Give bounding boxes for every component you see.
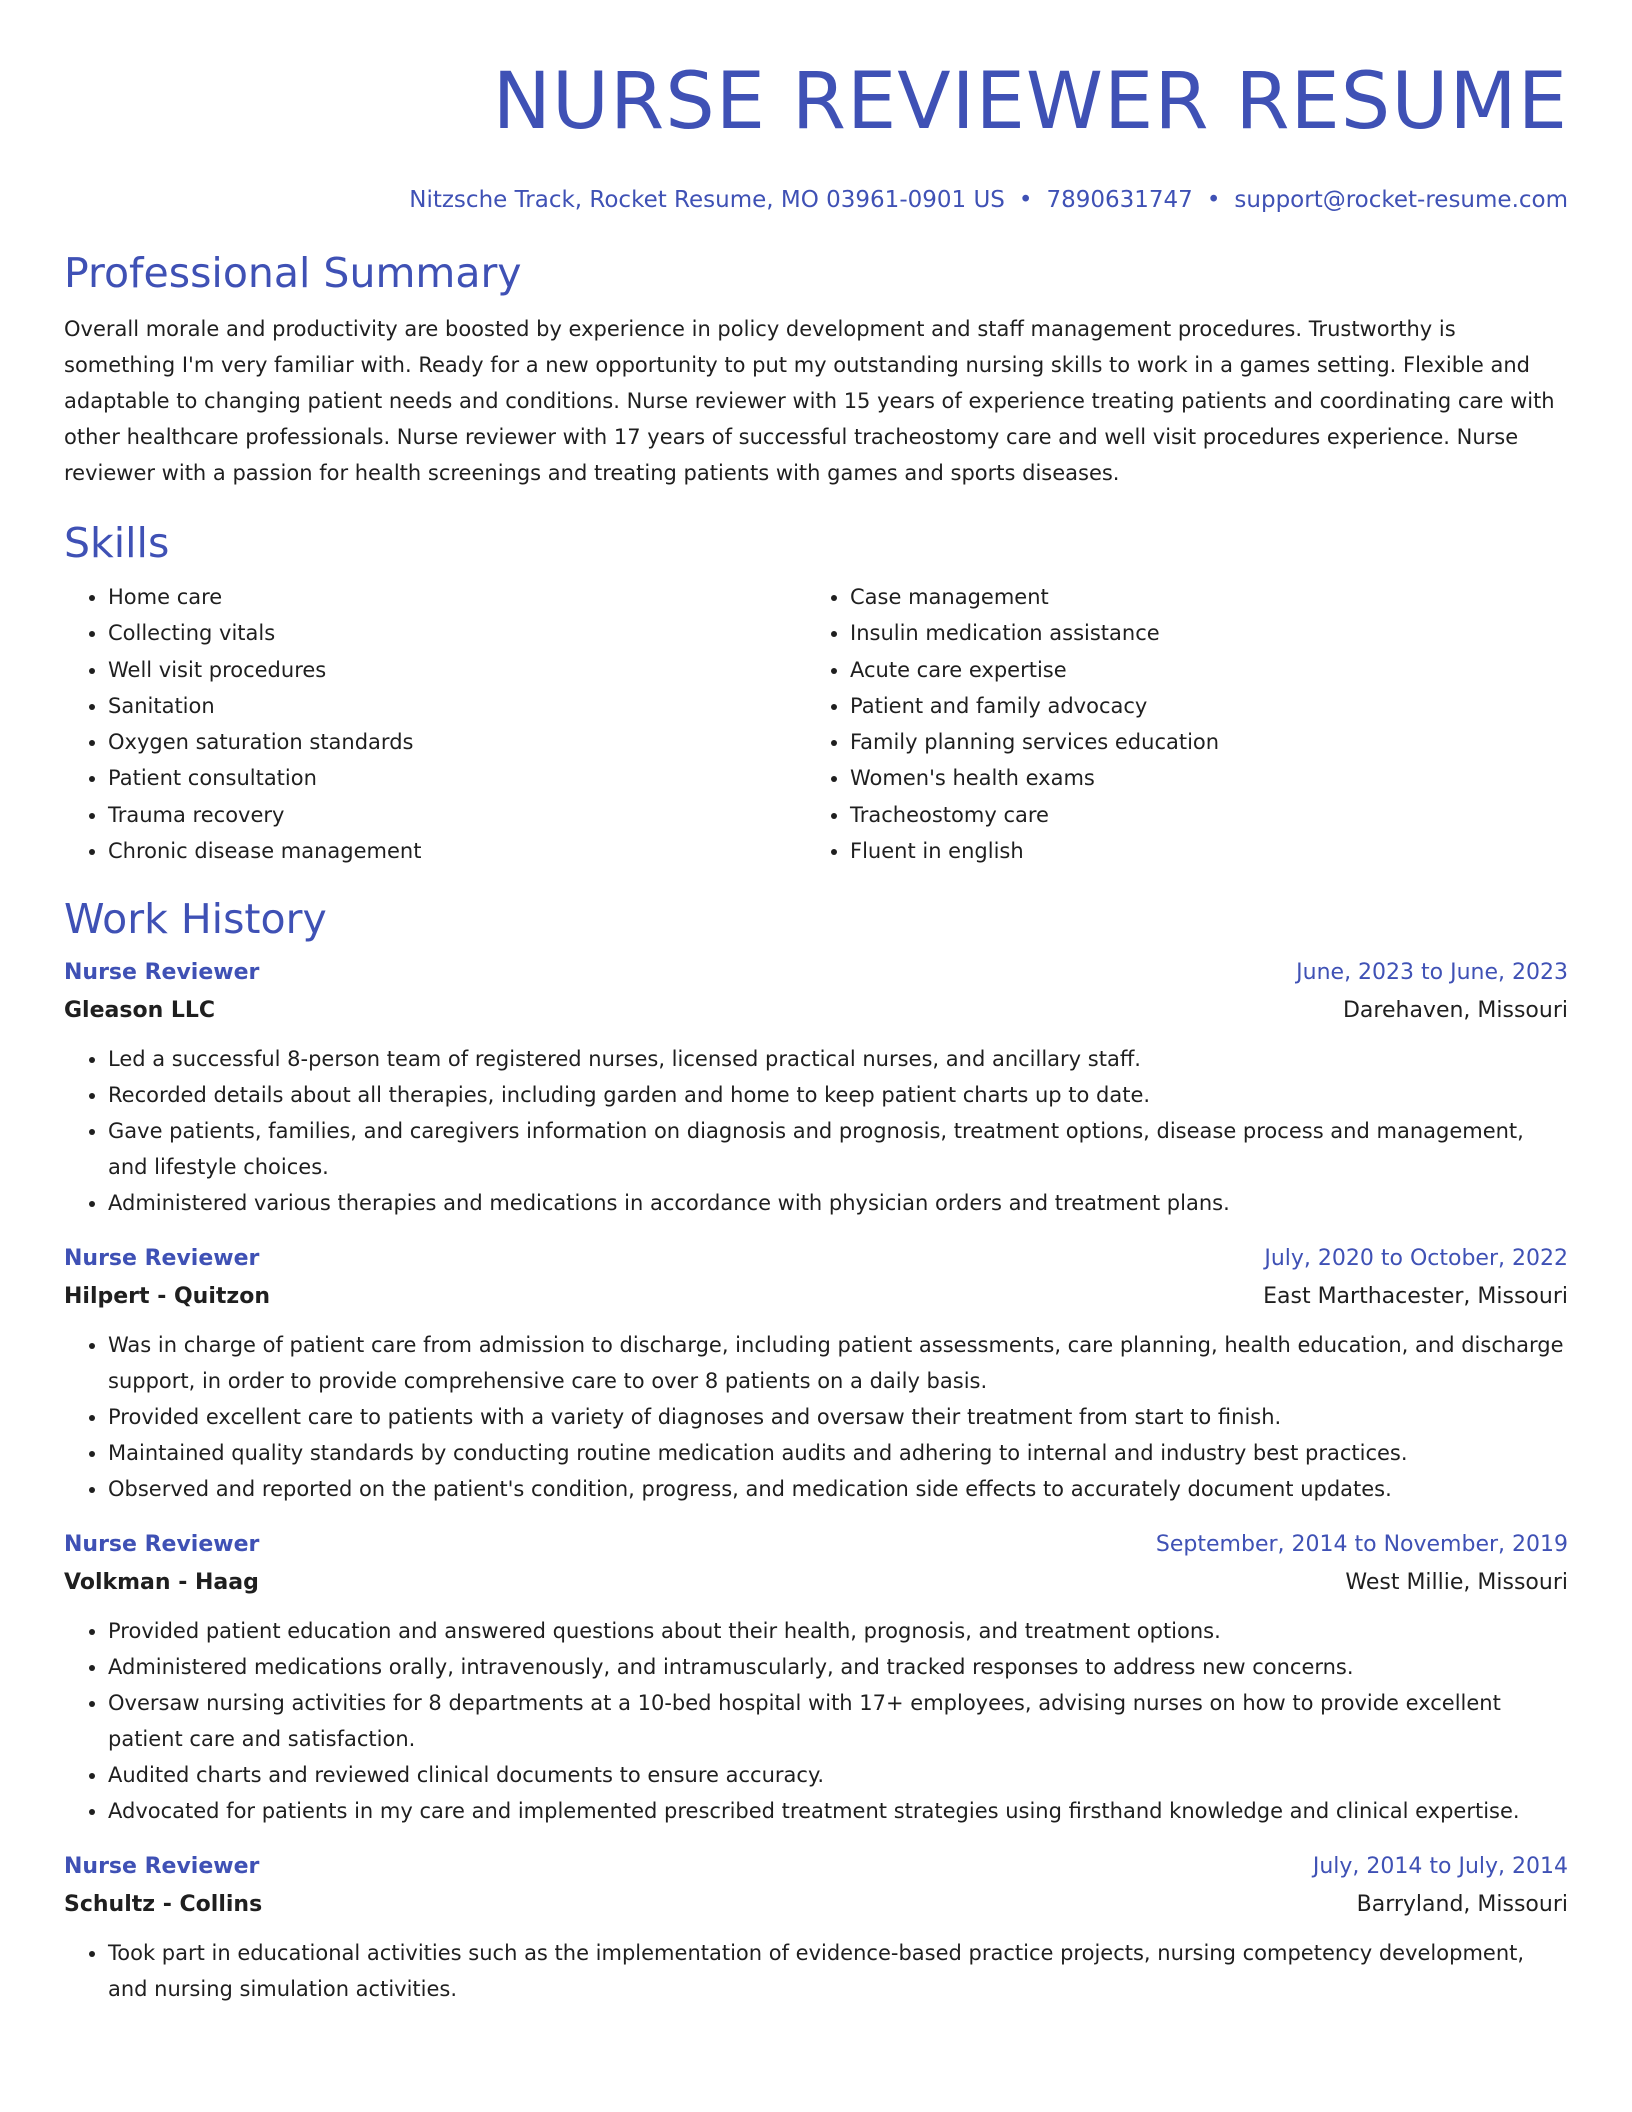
skill-item: • Sanitation — [108, 688, 806, 724]
job-title-row — [64, 1527, 1568, 1563]
job-bullet: • Took part in educational activities such as the implementation of evidence-based practice projects, nursing competency development, and nursing simulation activities. — [108, 1935, 1568, 2007]
contact-separator: • — [1018, 187, 1033, 213]
job-location: West Millie, Missouri — [1345, 1570, 1568, 1596]
job-bullet: • Led a successful 8-person team of registered nurses, licensed practical nurses, and ancillary staff. — [108, 1041, 1568, 1077]
job-entry — [64, 1849, 1568, 2007]
job-bullet: • Oversaw nursing activities for 8 departments at a 10-bed hospital with 17+ employees, advising nurses on how to provide excellent patient care and satisfaction. — [108, 1685, 1568, 1757]
skill-item: • Collecting vitals — [108, 615, 806, 651]
job-bullet: • Observed and reported on the patient's condition, progress, and medication side effects to accurately document updates. — [108, 1471, 1568, 1507]
job-company-row — [64, 1885, 1568, 1925]
job-company-row — [64, 1277, 1568, 1317]
summary-heading: Professional Summary — [64, 249, 522, 297]
job-role: Nurse Reviewer — [64, 960, 260, 986]
skill-item: • Family planning services education — [850, 724, 1548, 760]
contact-line — [64, 185, 1568, 215]
job-bullet: • Recorded details about all therapies, including garden and home to keep patient charts up to date. — [108, 1077, 1568, 1113]
job-company: Gleason LLC — [64, 998, 216, 1024]
job-company: Schultz - Collins — [64, 1892, 263, 1918]
job-company: Volkman - Haag — [64, 1570, 259, 1596]
job-role: Nurse Reviewer — [64, 1854, 260, 1880]
job-bullet: • Provided excellent care to patients with a variety of diagnoses and oversaw their treatment from start to finish. — [108, 1399, 1568, 1435]
job-bullets — [64, 1613, 1568, 1829]
contact-phone: 7890631747 — [1046, 187, 1193, 213]
skill-item: • Tracheostomy care — [850, 797, 1548, 833]
skill-item: • Oxygen saturation standards — [108, 724, 806, 760]
job-title-row — [64, 1849, 1568, 1885]
skill-item: • Home care — [108, 579, 806, 615]
job-title-row — [64, 955, 1568, 991]
job-company-row — [64, 991, 1568, 1031]
skill-item: • Fluent in english — [850, 833, 1548, 869]
job-bullets — [64, 1041, 1568, 1221]
contact-address: Nitzsche Track, Rocket Resume, MO 03961-0901 US — [409, 187, 1005, 213]
job-bullet: • Maintained quality standards by conducting routine medication audits and adhering to internal and industry best practices. — [108, 1435, 1568, 1471]
contact-email: support@rocket-resume.com — [1234, 187, 1568, 213]
job-title-row — [64, 1241, 1568, 1277]
job-bullet: • Gave patients, families, and caregivers information on diagnosis and prognosis, treatment options, disease process and management, and lifestyle choices. — [108, 1113, 1568, 1185]
contact-separator: • — [1206, 187, 1221, 213]
resume-header — [64, 0, 1568, 215]
skills-left-column — [64, 579, 806, 869]
skill-item: • Well visit procedures — [108, 652, 806, 688]
job-bullet: • Administered medications orally, intravenously, and intramuscularly, and tracked responses to address new concerns. — [108, 1649, 1568, 1685]
skill-item: • Patient and family advocacy — [850, 688, 1548, 724]
job-role: Nurse Reviewer — [64, 1246, 260, 1272]
job-company: Hilpert - Quitzon — [64, 1284, 270, 1310]
work-history-section — [64, 893, 1568, 2007]
job-dates: July, 2014 to July, 2014 — [1312, 1854, 1568, 1880]
job-dates: June, 2023 to June, 2023 — [1296, 960, 1568, 986]
job-bullets — [64, 1935, 1568, 2007]
summary-section — [64, 247, 1568, 491]
skill-item: • Insulin medication assistance — [850, 615, 1548, 651]
job-bullet: • Audited charts and reviewed clinical documents to ensure accuracy. — [108, 1757, 1568, 1793]
skill-item: • Trauma recovery — [108, 797, 806, 833]
skills-section — [64, 517, 1568, 869]
job-entry — [64, 1241, 1568, 1507]
job-bullets — [64, 1327, 1568, 1507]
work-history-heading: Work History — [64, 895, 327, 944]
skills-heading: Skills — [64, 519, 170, 567]
job-entry — [64, 955, 1568, 1221]
job-bullet: • Administered various therapies and medications in accordance with physician orders and treatment plans. — [108, 1185, 1568, 1221]
summary-text: Overall morale and productivity are boosted by experience in policy development and staff management procedures. Trustworthy is something I'm very familiar with. Ready for a new opportunity to put my outstanding nursing skills to work in a games setting. Flexible and adaptable to changing patient needs and conditions. Nurse reviewer with 15 years of experience treating patients and coordinating care with other healthcare professionals. Nurse reviewer with 17 years of successful tracheostomy care and well visit procedures experience. Nurse reviewer with a passion for health screenings and treating patients with games and sports diseases. — [64, 317, 1555, 485]
job-role: Nurse Reviewer — [64, 1532, 260, 1558]
skill-item: • Patient consultation — [108, 760, 806, 796]
job-company-row — [64, 1563, 1568, 1603]
job-bullet: • Was in charge of patient care from admission to discharge, including patient assessments, care planning, health education, and discharge support, in order to provide comprehensive care to over 8 patients on a daily basis. — [108, 1327, 1568, 1399]
skills-right-column — [806, 579, 1548, 869]
job-entry — [64, 1527, 1568, 1829]
job-location: Darehaven, Missouri — [1342, 998, 1568, 1024]
job-dates: July, 2020 to October, 2022 — [1264, 1246, 1568, 1272]
skill-item: • Chronic disease management — [108, 833, 806, 869]
skills-grid — [64, 579, 1568, 869]
skill-item: • Case management — [850, 579, 1548, 615]
job-dates: September, 2014 to November, 2019 — [1155, 1532, 1568, 1558]
job-bullet: • Provided patient education and answered questions about their health, prognosis, and treatment options. — [108, 1613, 1568, 1649]
resume-title: NURSE REVIEWER RESUME — [492, 57, 1568, 147]
job-bullet: • Advocated for patients in my care and implemented prescribed treatment strategies using firsthand knowledge and clinical expertise. — [108, 1793, 1568, 1829]
job-location: East Marthacester, Missouri — [1263, 1284, 1568, 1310]
skill-item: • Acute care expertise — [850, 652, 1548, 688]
job-location: Barryland, Missouri — [1356, 1892, 1568, 1918]
skill-item: • Women's health exams — [850, 760, 1548, 796]
